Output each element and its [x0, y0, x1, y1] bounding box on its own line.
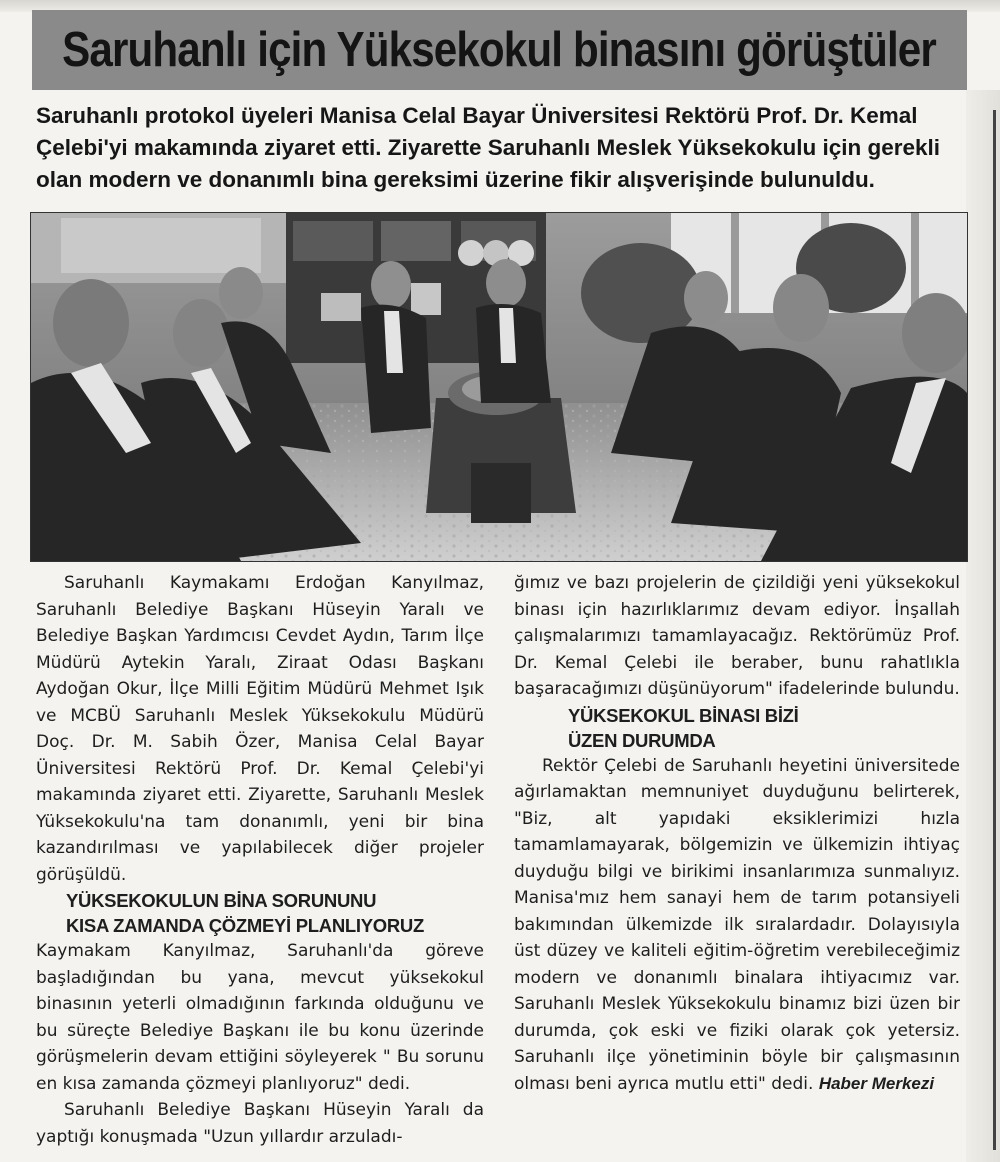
- right-paragraph-1: ğımız ve bazı projelerin de çizildiği yeni yüksekokul binası için hazırlıklarımız devam ediyor. İnşallah çalışmalarımızı tamamlayacağız. Rektörümüz Prof. Dr. Kemal Çelebi ile beraber, bunu rahatlıkla başaracağımızı düşünüyorum" ifadelerinde bulundu.: [514, 573, 960, 699]
- subhead-2-line-2: ÜZEN DURUMDA: [568, 729, 716, 751]
- lead-paragraph: Saruhanlı protokol üyeleri Manisa Celal Bayar Üniversitesi Rektörü Prof. Dr. Kemal Çelebi'yi makamında ziyaret etti. Ziyarette Saruhanlı Meslek Yüksekokulu için gerekli olan modern ve donanımlı bina gereksimi üzerine fikir alışverişinde bulunuldu.: [36, 103, 941, 192]
- left-column: [36, 570, 484, 1150]
- headline: Saruhanlı için Yüksekokul binasını görüştüler: [62, 23, 937, 77]
- subhead-1-line-1: YÜKSEKOKULUN BİNA SORUNUNU: [66, 890, 377, 911]
- meeting-photo: [30, 212, 968, 562]
- subhead-1-line-2: KISA ZAMANDA ÇÖZMEYİ PLANLIYORUZ: [66, 915, 424, 936]
- left-paragraph-3: Saruhanlı Belediye Başkanı Hüseyin Yaralı da yaptığı konuşmada "Uzun yıllardır arzuladı-: [36, 1100, 484, 1147]
- headline-banner: [32, 10, 967, 90]
- subhead-2-line-1: YÜKSEKOKUL BİNASI BİZİ: [568, 704, 799, 726]
- right-column: [514, 570, 960, 1097]
- right-paragraph-2-text: Rektör Çelebi de Saruhanlı heyetini üniversitede ağırlamaktan memnuniyet duyduğunu belirterek, "Biz, alt yapıdaki eksiklerimizi hızla tamamlamayarak, bölgemizin ve ülkemizin ihtiyaç duyduğu bilgi ve birikimi insanlarımıza sunmalıyız. Manisa'mız hem sanayi hem de tarım potansiyeli bakımından ülkemizde ilk sıralardadır. Dolayısıyla üst düzey ve kaliteli eğitim-öğretim verebileceğimiz modern ve donanımlı binalara ihtiyacımız var. Saruhanlı Meslek Yüksekokulu binamız bizi üzen bir durumda, çok eski ve fiziki olarak çok yetersiz. Saruhanlı ilçe yönetiminin böyle bir çalışmasının olması beni ayrıca mutlu etti" dedi.: [514, 755, 960, 1094]
- right-paragraph-2: [514, 753, 960, 1098]
- left-paragraph-1: Saruhanlı Kaymakamı Erdoğan Kanyılmaz, Saruhanlı Belediye Başkanı Hüseyin Yaralı ve Belediye Başkan Yardımcısı Cevdet Aydın, Tarım İlçe Müdürü Aytekin Yaralı, Ziraat Odası Başkanı Aydoğan Okur, İlçe Milli Eğitim Müdürü Mehmet Işık ve MCBÜ Saruhanlı Meslek Yüksekokulu Müdürü Doç. Dr. M. Sabih Özer, Manisa Celal Bayar Üniversitesi Rektörü Prof. Dr. Kemal Çelebi'yi makamında ziyaret etti. Ziyarette, Saruhanlı Meslek Yüksekokulu'na tam donanımlı, yeni bir bina kazandırılması ve yapılabilecek diğer projeler görüşüldü.: [36, 573, 484, 885]
- left-paragraph-2: Kaymakam Kanyılmaz, Saruhanlı'da göreve başladığından bu yana, mevcut yüksekokul binasının yeterli olmadığının farkında olduğunu ve bu süreçte Belediye Başkanı ile bu konu üzerinde görüşmelerin devam ettiğini söyleyerek " Bu sorunu en kısa zamanda çözmeyi planlıyoruz" dedi.: [36, 941, 484, 1094]
- page-edge-right: [966, 90, 1000, 1162]
- byline: Haber Merkezi: [818, 1073, 935, 1093]
